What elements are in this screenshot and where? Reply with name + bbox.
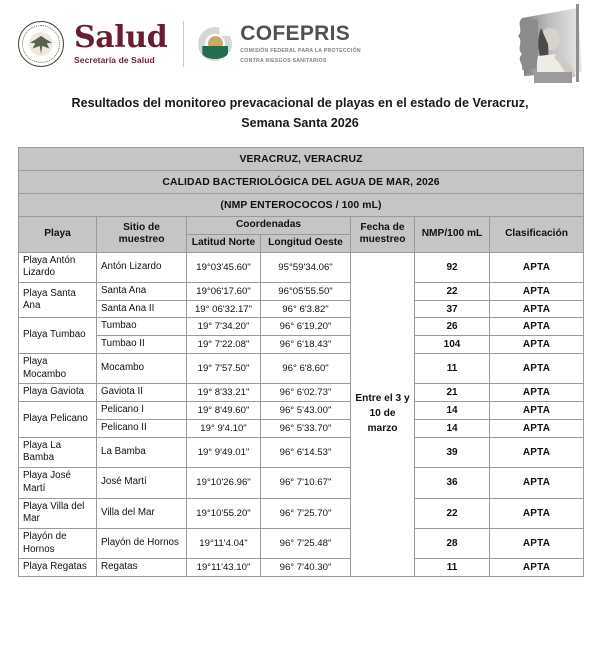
- column-header-clasificacion: Clasificación: [490, 217, 584, 253]
- cell-nmp-value: 11: [415, 353, 490, 383]
- salud-title: Salud: [74, 20, 168, 56]
- table-row: [19, 252, 584, 282]
- cell-latitud: 19° 7'57.50": [187, 353, 261, 383]
- results-table-container: [18, 147, 583, 577]
- beach-water-quality-table: [18, 147, 584, 577]
- table-row: [19, 283, 584, 301]
- cell-nmp-value: 22: [415, 498, 490, 528]
- table-row: [19, 336, 584, 354]
- cofepris-title: COFEPRIS: [240, 22, 351, 46]
- cell-sitio-muestreo: Tumbao II: [97, 336, 187, 354]
- cell-latitud: 19° 7'22.08": [187, 336, 261, 354]
- cell-clasificacion: APTA: [490, 529, 584, 559]
- cell-nmp-value: 104: [415, 336, 490, 354]
- table-row: [19, 498, 584, 528]
- cell-longitud: 96° 6'8.60": [261, 353, 351, 383]
- table-row: [19, 402, 584, 420]
- mexican-eagle-emblem-icon: [18, 21, 64, 67]
- table-row: [19, 300, 584, 318]
- cell-longitud: 96° 6'14.53": [261, 437, 351, 467]
- cell-clasificacion: APTA: [490, 402, 584, 420]
- table-row: [19, 437, 584, 467]
- cell-clasificacion: APTA: [490, 384, 584, 402]
- cell-clasificacion: APTA: [490, 419, 584, 437]
- column-header-coordenadas: Coordenadas: [187, 217, 351, 235]
- cell-playa: Playa Mocambo: [19, 353, 97, 383]
- logo-row: [18, 18, 361, 70]
- cell-latitud: 19°03'45.60": [187, 252, 261, 282]
- column-header-longitud-oeste: Longitud Oeste: [261, 234, 351, 252]
- cell-sitio-muestreo: Pelicano I: [97, 402, 187, 420]
- banner-subject: CALIDAD BACTERIOLÓGICA DEL AGUA DE MAR, 2026: [19, 171, 584, 194]
- cell-latitud: 19°10'55.20": [187, 498, 261, 528]
- cell-clasificacion: APTA: [490, 353, 584, 383]
- cell-longitud: 96° 5'43.00": [261, 402, 351, 420]
- column-header-latitud-norte: Latitud Norte: [187, 234, 261, 252]
- table-header-row-1: [19, 217, 584, 235]
- cell-latitud: 19° 06'32.17": [187, 300, 261, 318]
- page-title: [30, 94, 570, 133]
- cell-longitud: 96° 7'25.48": [261, 529, 351, 559]
- cell-fecha-muestreo: Entre el 3 y 10 de marzo: [351, 252, 415, 577]
- cell-playa: Playa Regatas: [19, 559, 97, 577]
- cell-clasificacion: APTA: [490, 318, 584, 336]
- cell-nmp-value: 36: [415, 468, 490, 498]
- table-row: [19, 353, 584, 383]
- table-row: [19, 559, 584, 577]
- page-title-line-1: Resultados del monitoreo prevacacional de playas en el estado de Veracruz,: [71, 96, 529, 110]
- cell-clasificacion: APTA: [490, 300, 584, 318]
- cell-nmp-value: 11: [415, 559, 490, 577]
- table-row: [19, 318, 584, 336]
- cell-nmp-value: 37: [415, 300, 490, 318]
- cell-playa: Playa Gaviota: [19, 384, 97, 402]
- cell-playa: Playa Antón Lizardo: [19, 252, 97, 282]
- cell-clasificacion: APTA: [490, 283, 584, 301]
- cell-longitud: 96° 6'02.73": [261, 384, 351, 402]
- cell-playa: Playa La Bamba: [19, 437, 97, 467]
- cell-playa: Playa Santa Ana: [19, 283, 97, 318]
- cell-latitud: 19°06'17.60": [187, 283, 261, 301]
- page-header: [0, 0, 600, 88]
- logo-divider: [183, 21, 184, 67]
- banner-state: VERACRUZ, VERACRUZ: [19, 148, 584, 171]
- cell-sitio-muestreo: Gaviota II: [97, 384, 187, 402]
- table-row: [19, 419, 584, 437]
- cell-nmp-value: 14: [415, 419, 490, 437]
- cell-playa: Playa Tumbao: [19, 318, 97, 353]
- cell-playa: Playa José Martí: [19, 468, 97, 498]
- cell-sitio-muestreo: Regatas: [97, 559, 187, 577]
- cell-clasificacion: APTA: [490, 468, 584, 498]
- table-body: [19, 252, 584, 577]
- column-header-sitio-muestreo: Sitio de muestreo: [97, 217, 187, 253]
- cell-sitio-muestreo: La Bamba: [97, 437, 187, 467]
- cell-longitud: 96° 7'10.67": [261, 468, 351, 498]
- cell-longitud: 96° 6'18.43": [261, 336, 351, 354]
- cell-nmp-value: 14: [415, 402, 490, 420]
- cell-longitud: 96° 5'33.70": [261, 419, 351, 437]
- cell-longitud: 96°05'55.50": [261, 283, 351, 301]
- table-row: [19, 468, 584, 498]
- cell-nmp-value: 21: [415, 384, 490, 402]
- cell-latitud: 19° 8'33.21": [187, 384, 261, 402]
- cell-nmp-value: 39: [415, 437, 490, 467]
- cell-clasificacion: APTA: [490, 437, 584, 467]
- column-header-playa: Playa: [19, 217, 97, 253]
- woman-with-mexican-flag-illustration: [508, 2, 592, 84]
- cell-sitio-muestreo: Antón Lizardo: [97, 252, 187, 282]
- cell-longitud: 95°59'34.06": [261, 252, 351, 282]
- cell-latitud: 19° 8'49.60": [187, 402, 261, 420]
- cell-sitio-muestreo: Pelicano II: [97, 419, 187, 437]
- cell-sitio-muestreo: Santa Ana II: [97, 300, 187, 318]
- cell-clasificacion: APTA: [490, 498, 584, 528]
- cell-latitud: 19° 9'49.01": [187, 437, 261, 467]
- cell-playa: Playón de Hornos: [19, 529, 97, 559]
- banner-units: (NMP ENTEROCOCOS / 100 mL): [19, 194, 584, 217]
- cell-playa: Playa Pelicano: [19, 402, 97, 437]
- cell-sitio-muestreo: Santa Ana: [97, 283, 187, 301]
- column-header-fecha-muestreo: Fecha de muestreo: [351, 217, 415, 253]
- cell-latitud: 19°11'43.10": [187, 559, 261, 577]
- cell-longitud: 96° 6'19.20": [261, 318, 351, 336]
- cell-nmp-value: 26: [415, 318, 490, 336]
- cell-latitud: 19°10'26.96": [187, 468, 261, 498]
- cell-clasificacion: APTA: [490, 559, 584, 577]
- cell-longitud: 96° 7'40.30": [261, 559, 351, 577]
- cofepris-subtitle-line1: COMISIÓN FEDERAL PARA LA PROTECCIÓN: [240, 48, 361, 55]
- column-header-nmp: NMP/100 mL: [415, 217, 490, 253]
- table-row: [19, 384, 584, 402]
- cofepris-c-logo-icon: [198, 27, 232, 61]
- cell-sitio-muestreo: Villa del Mar: [97, 498, 187, 528]
- salud-wordmark: [74, 20, 168, 66]
- cell-sitio-muestreo: Playón de Hornos: [97, 529, 187, 559]
- cell-longitud: 96° 7'25.70": [261, 498, 351, 528]
- table-banner-row: [19, 171, 584, 194]
- cell-latitud: 19° 9'4.10": [187, 419, 261, 437]
- table-banner-row: [19, 148, 584, 171]
- cell-sitio-muestreo: José Martí: [97, 468, 187, 498]
- table-banner-row: [19, 194, 584, 217]
- cell-latitud: 19° 7'34.20": [187, 318, 261, 336]
- cell-sitio-muestreo: Mocambo: [97, 353, 187, 383]
- cell-nmp-value: 22: [415, 283, 490, 301]
- cell-nmp-value: 92: [415, 252, 490, 282]
- cell-clasificacion: APTA: [490, 336, 584, 354]
- table-row: [19, 529, 584, 559]
- cell-latitud: 19°11'4.04": [187, 529, 261, 559]
- cell-longitud: 96° 6'3.82": [261, 300, 351, 318]
- cofepris-wordmark: [240, 22, 361, 66]
- cell-playa: Playa Villa del Mar: [19, 498, 97, 528]
- salud-subtitle: Secretaría de Salud: [74, 55, 155, 66]
- cell-nmp-value: 28: [415, 529, 490, 559]
- cell-sitio-muestreo: Tumbao: [97, 318, 187, 336]
- page-title-line-2: Semana Santa 2026: [241, 115, 359, 130]
- cofepris-subtitle-line2: CONTRA RIESGOS SANITARIOS: [240, 58, 327, 64]
- cell-clasificacion: APTA: [490, 252, 584, 282]
